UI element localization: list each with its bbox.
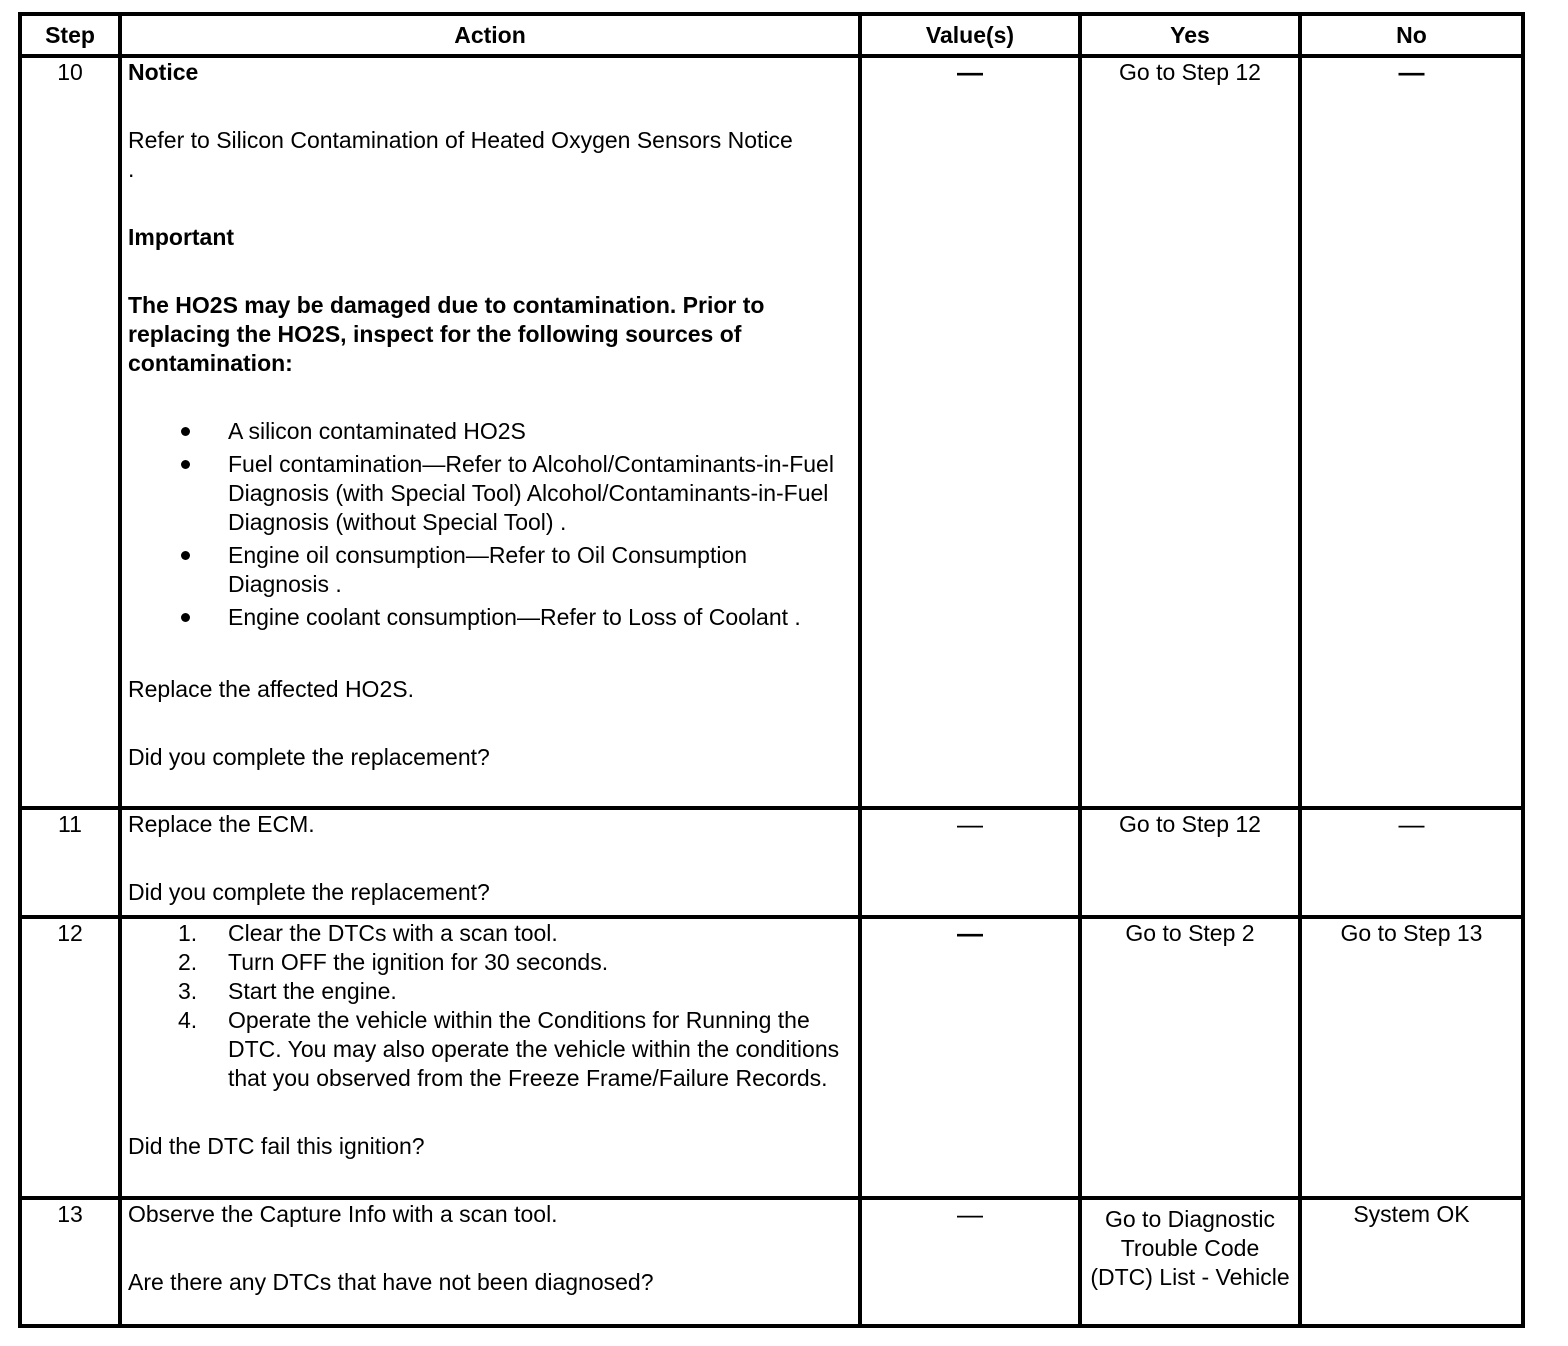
spacer — [128, 636, 852, 675]
em-dash: — — [1398, 57, 1425, 87]
bullet-icon — [181, 427, 190, 436]
no-cell: System OK — [1300, 1198, 1523, 1326]
step-number: 11 — [20, 808, 120, 917]
header-action: Action — [120, 14, 860, 56]
list-number: 4. — [178, 1007, 198, 1033]
yes-cell: Go to Step 12 — [1080, 808, 1300, 917]
value-cell — [860, 56, 1080, 808]
list-item — [128, 541, 852, 599]
step-number: 12 — [20, 917, 120, 1198]
important-text: The HO2S may be damaged due to contamination. Prior to replacing the HO2S, inspect for the following sources of contamination: — [128, 292, 765, 376]
notice-period: . — [128, 156, 135, 182]
list-item — [128, 603, 852, 632]
procedure-list — [128, 919, 852, 1093]
spacer — [128, 839, 852, 878]
spacer — [128, 252, 852, 291]
notice-text: Refer to Silicon Contamination of Heated Oxygen Sensors Notice — [128, 127, 793, 153]
table-row-step-10 — [20, 56, 1523, 808]
spacer — [128, 704, 852, 743]
important-title: Important — [128, 224, 235, 250]
header-no: No — [1300, 14, 1523, 56]
action-cell — [120, 917, 860, 1198]
spacer — [128, 184, 852, 223]
bullet-icon — [181, 460, 190, 469]
instruction-text: Observe the Capture Info with a scan tool. — [128, 1201, 558, 1227]
header-yes: Yes — [1080, 14, 1300, 56]
value-cell — [860, 917, 1080, 1198]
spacer — [128, 87, 852, 126]
em-dash: — — [957, 809, 983, 839]
list-item — [128, 977, 852, 1006]
no-cell — [1300, 56, 1523, 808]
list-item-text: Turn OFF the ignition for 30 seconds. — [228, 949, 609, 975]
question-text: Did you complete the replacement? — [128, 744, 490, 770]
list-number: 2. — [178, 949, 198, 975]
list-item-text: Start the engine. — [228, 978, 397, 1004]
value-cell — [860, 808, 1080, 917]
table-row-step-11 — [20, 808, 1523, 917]
table-row-step-13 — [20, 1198, 1523, 1326]
yes-cell: Go to Step 2 — [1080, 917, 1300, 1198]
value-cell — [860, 1198, 1080, 1326]
step-number: 10 — [20, 56, 120, 808]
header-row — [20, 14, 1523, 56]
table-row-step-12 — [20, 917, 1523, 1198]
contamination-list — [128, 417, 852, 632]
list-item — [128, 450, 852, 537]
em-dash: — — [957, 1199, 983, 1229]
instruction-text: Replace the ECM. — [128, 811, 315, 837]
em-dash: — — [957, 918, 983, 948]
action-cell — [120, 808, 860, 917]
list-item — [128, 417, 852, 446]
notice-title: Notice — [128, 59, 199, 85]
list-number: 1. — [178, 920, 198, 946]
list-item — [128, 1006, 852, 1093]
spacer — [128, 1229, 852, 1268]
no-cell: Go to Step 13 — [1300, 917, 1523, 1198]
question-text: Are there any DTCs that have not been diagnosed? — [128, 1269, 654, 1295]
action-cell — [120, 56, 860, 808]
diagnostic-table — [18, 12, 1525, 1328]
list-number: 3. — [178, 978, 198, 1004]
yes-cell: Go to Step 12 — [1080, 56, 1300, 808]
list-item-text: A silicon contaminated HO2S — [228, 418, 526, 444]
em-dash: — — [1398, 809, 1425, 839]
no-cell — [1300, 808, 1523, 917]
step-number: 13 — [20, 1198, 120, 1326]
question-text: Did the DTC fail this ignition? — [128, 1133, 425, 1159]
bullet-icon — [181, 551, 190, 560]
bullet-icon — [181, 613, 190, 622]
list-item-text: Engine oil consumption—Refer to Oil Consumption Diagnosis . — [228, 542, 748, 597]
list-item-text: Clear the DTCs with a scan tool. — [228, 920, 558, 946]
header-values: Value(s) — [860, 14, 1080, 56]
em-dash: — — [957, 57, 983, 87]
instruction-text: Replace the affected HO2S. — [128, 676, 414, 702]
yes-cell: Go to Diagnostic Trouble Code (DTC) List - Vehicle — [1080, 1198, 1300, 1326]
list-item-text: Fuel contamination—Refer to Alcohol/Contaminants-in-Fuel Diagnosis (with Special Tool) Alcohol/Contaminants-in-Fuel Diagnosis (without Special Tool) . — [228, 451, 834, 535]
list-item — [128, 919, 852, 948]
list-item-text: Operate the vehicle within the Conditions for Running the DTC. You may also operate the vehicle within the conditions that you observed from the Freeze Frame/Failure Records. — [228, 1007, 840, 1091]
spacer — [128, 378, 852, 417]
list-item-text: Engine coolant consumption—Refer to Loss of Coolant . — [228, 604, 801, 630]
question-text: Did you complete the replacement? — [128, 879, 490, 905]
action-cell — [120, 1198, 860, 1326]
spacer — [128, 1093, 852, 1132]
list-item — [128, 948, 852, 977]
header-step: Step — [20, 14, 120, 56]
